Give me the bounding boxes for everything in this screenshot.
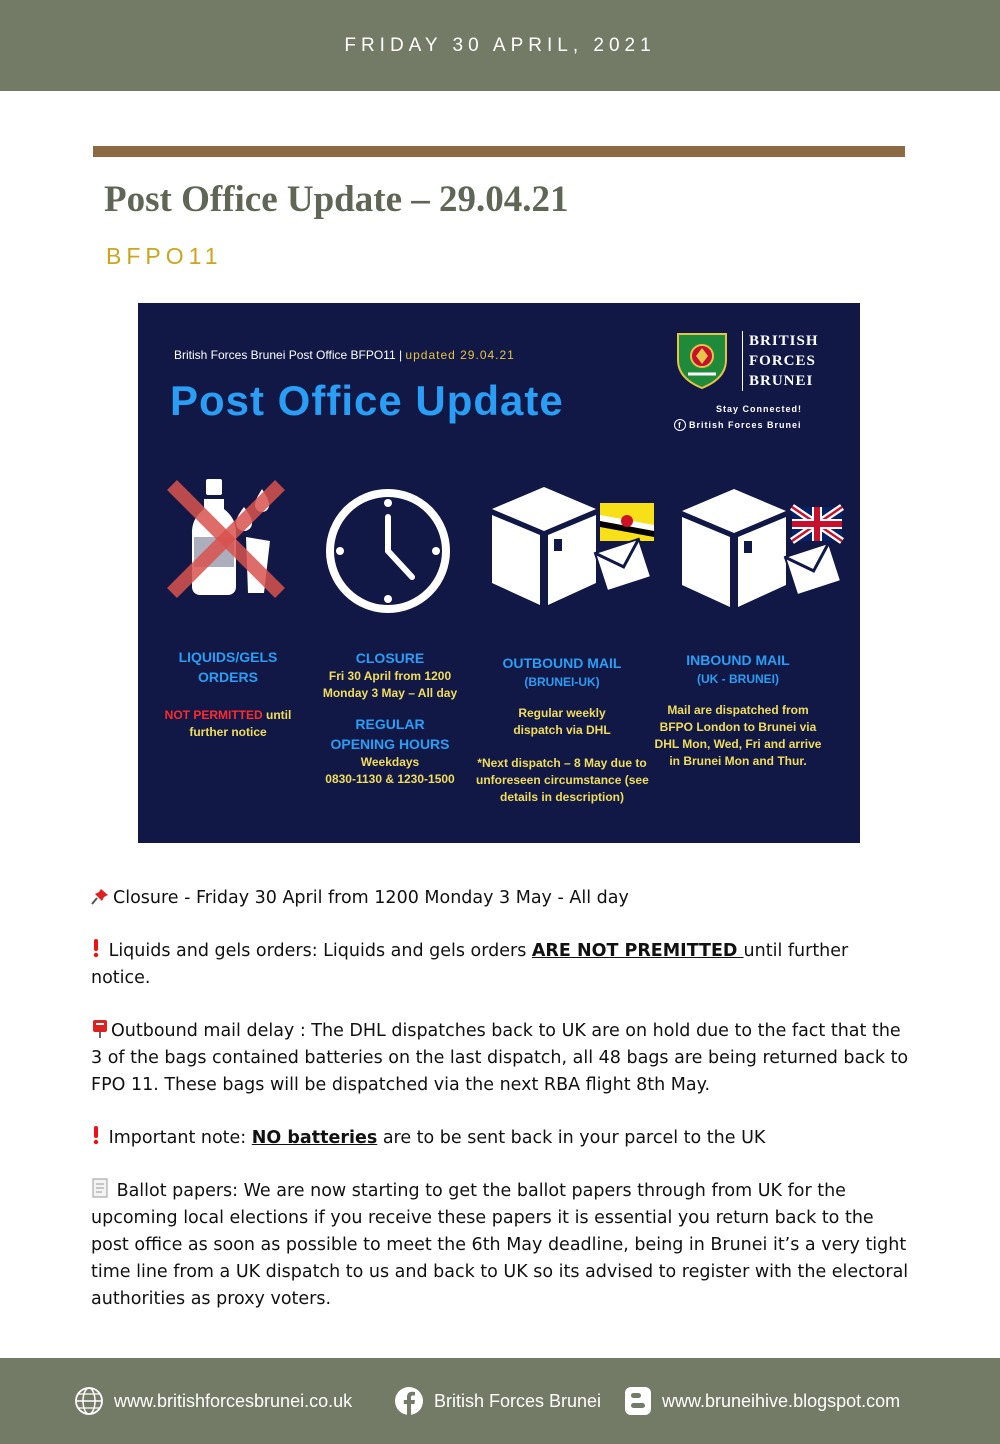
paragraph-ballot: Ballot papers: We are now starting to get the ballot papers through from UK for the upcoming local elections if you receive these papers it is essential you return back to the post office as soon as possible to meet the 6th May deadline, being in Brunei it’s a very tight time line from a UK dispatch to us and back to UK so its advised to register with the electoral authorities as proxy voters. (91, 1178, 911, 1313)
post-office-poster (138, 303, 860, 843)
stay-connected: Stay Connected! (716, 404, 803, 414)
globe-icon (74, 1386, 104, 1416)
post-date: FRIDAY 30 APRIL, 2021 (344, 34, 656, 56)
receipt-icon (91, 1178, 109, 1198)
paragraph-batteries: Important note: NO batteries are to be sent back in your parcel to the UK (91, 1125, 911, 1152)
crest-icon (674, 330, 730, 390)
footer-website-link[interactable]: www.britishforcesbrunei.co.uk (74, 1386, 352, 1416)
blogger-icon (624, 1386, 652, 1416)
pushpin-icon (91, 887, 111, 905)
col-liquids: LIQUIDS/GELS ORDERS NOT PERMITTED until further notice (164, 649, 292, 739)
title-divider (93, 146, 905, 157)
inbound-parcel-icon (678, 481, 850, 611)
exclamation-icon (91, 1125, 101, 1145)
facebook-icon (394, 1386, 424, 1416)
clock-icon (322, 485, 454, 617)
col-inbound: INBOUND MAIL (UK - BRUNEI) Mail are dispatched from BFPO London to Brunei via DHL Mon, Wed, Fri and arrive in Brunei Mon and Thur. (654, 652, 822, 768)
postbox-icon (91, 1018, 109, 1038)
paragraph-liquids: Liquids and gels orders: Liquids and gels orders ARE NOT PREMITTED until further notice. (91, 938, 911, 992)
poster-brand: BRITISH FORCES BRUNEI (742, 331, 819, 391)
col-outbound: OUTBOUND MAIL (BRUNEI-UK) Regular weekly dispatch via DHL *Next dispatch – 8 May due to unforeseen circumstance (see details in description) (476, 655, 649, 804)
col-closure: CLOSURE Fri 30 April from 1200 Monday 3 May – All day REGULAR OPENING HOURS Weekdays 0830-1130 & 1230-1500 (322, 650, 458, 786)
date-header-bar (0, 0, 1000, 91)
footer-facebook-link[interactable]: British Forces Brunei (394, 1386, 601, 1416)
paragraph-closure: Closure - Friday 30 April from 1200 Monday 3 May - All day (91, 885, 911, 912)
post-category[interactable]: BFPO11 (106, 243, 223, 269)
outbound-parcel-icon (488, 479, 660, 609)
post-title: Post Office Update – 29.04.21 (104, 179, 569, 220)
exclamation-icon (91, 938, 101, 958)
poster-title: Post Office Update (170, 377, 564, 424)
poster-facebook: f British Forces Brunei (674, 419, 802, 431)
footer-blog-link[interactable]: www.bruneihive.blogspot.com (624, 1386, 900, 1416)
paragraph-outbound: Outbound mail delay : The DHL dispatches back to UK are on hold due to the fact that the 3 of the bags contained batteries on the last dispatch, all 48 bags are being returned back to FPO 11. These bags will be dispatched via the next RBA flight 8th May. (91, 1018, 911, 1099)
poster-header: British Forces Brunei Post Office BFPO11 | updated 29.04.21 (174, 348, 515, 362)
footer-bar (0, 1358, 1000, 1444)
liquids-crossed-icon (164, 475, 288, 599)
facebook-icon: f (674, 419, 686, 431)
